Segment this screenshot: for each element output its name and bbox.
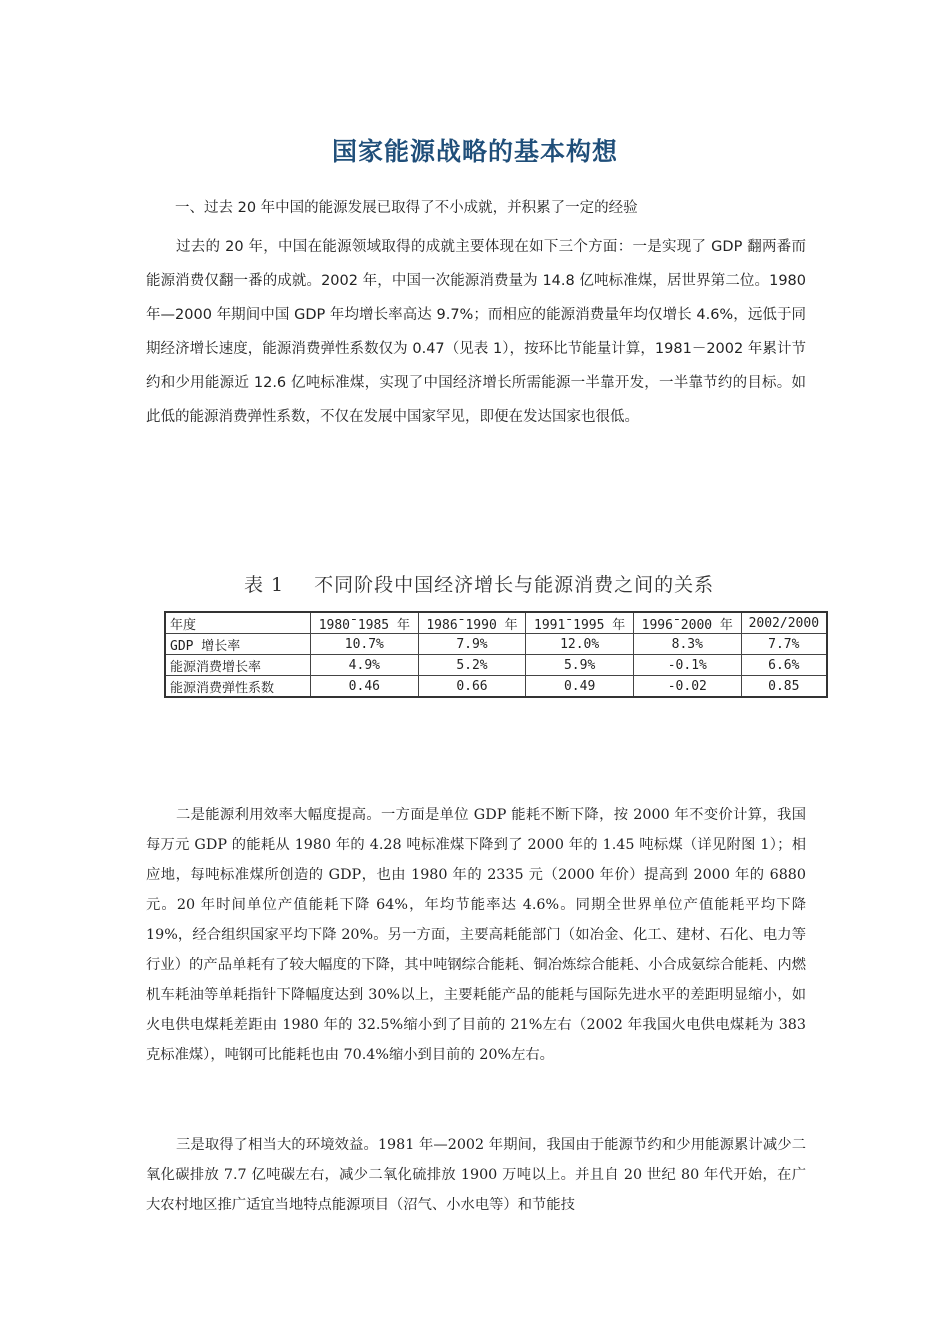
table-cell: 7.7% (741, 634, 827, 655)
table-caption-label: 表 1 (244, 574, 285, 596)
table-header-cell: 年度 (165, 612, 311, 634)
table-cell: 能源消费弹性系数 (165, 676, 311, 698)
paragraph-efficiency: 二是能源利用效率大幅度提高。一方面是单位 GDP 能耗不断下降，按 2000 年不变价计算，我国每万元 GDP 的能耗从 1980 年的 4.28 吨标准煤下降到了 2000 年的 1.45 吨标煤（详见附图 1）；相应地，每吨标准煤所创造的 GDP，也由 1980 年的 2335 元（2000 年价）提高到 2000 年的 6880 元。20 年时间单位产值能耗下降 64%，年均节能率达 4.6%。同期全世界单位产值能耗平均下降 19%，经合组织国家平均下降 20%。另一方面，主要高耗能部门（如冶金、化工、建材、石化、电力等行业）的产品单耗有了较大幅度的下降，其中吨钢综合能耗、铜冶炼综合能耗、小合成氨综合能耗、内燃机车耗油等单耗指针下降幅度达到 30%以上，主要耗能产品的能耗与国际先进水平的差距明显缩小，如火电供电煤耗差距由 1980 年的 32.5%缩小到了目前的 21%左右（2002 年我国火电供电煤耗为 383 克标准煤），吨钢可比能耗也由 70.4%缩小到目前的 20%左右。 (146, 807, 806, 1063)
table-header-cell: 1980¯1985 年 (311, 612, 419, 634)
table-header-cell: 1991¯1995 年 (526, 612, 634, 634)
table-cell: 0.85 (741, 676, 827, 698)
table-cell: 6.6% (741, 655, 827, 676)
table-cell: -0.02 (633, 676, 741, 698)
table-cell: 7.9% (418, 634, 526, 655)
table-cell: 5.9% (526, 655, 634, 676)
table-cell: 8.3% (633, 634, 741, 655)
table-cell: 10.7% (311, 634, 419, 655)
table-cell: 0.46 (311, 676, 419, 698)
table-cell: 5.2% (418, 655, 526, 676)
table-row (165, 676, 827, 698)
table-caption-text: 不同阶段中国经济增长与能源消费之间的关系 (314, 574, 715, 596)
table-cell: -0.1% (633, 655, 741, 676)
table-row (165, 655, 827, 676)
table-cell: 0.66 (418, 676, 526, 698)
table-header-cell: 1996¯2000 年 (633, 612, 741, 634)
table-cell: 4.9% (311, 655, 419, 676)
section-heading: 一、过去 20 年中国的能源发展已取得了不小成就，并积累了一定的经验 (175, 200, 638, 216)
table-header-cell: 2002/2000 (741, 612, 827, 634)
energy-growth-table (164, 611, 828, 698)
paragraph-achievements: 过去的 20 年，中国在能源领域取得的成就主要体现在如下三个方面：一是实现了 GDP 翻两番而能源消费仅翻一番的成就。2002 年，中国一次能源消费量为 14.8 亿吨标准煤，居世界第二位。1980 年—2000 年期间中国 GDP 年均增长率高达 9.7%；而相应的能源消费量年均仅增长 4.6%，远低于同期经济增长速度，能源消费弹性系数仅为 0.47（见表 1），按环比节能量计算，1981－2002 年累计节约和少用能源近 12.6 亿吨标准煤，实现了中国经济增长所需能源一半靠开发，一半靠节约的目标。如此低的能源消费弹性系数，不仅在发展中国家罕见，即便在发达国家也很低。 (146, 239, 806, 425)
table-row (165, 634, 827, 655)
page-title: 国家能源战略的基本构想 (331, 137, 618, 166)
table-caption (244, 570, 804, 597)
table-header-row (165, 612, 827, 634)
table-cell: 12.0% (526, 634, 634, 655)
paragraph-environment: 三是取得了相当大的环境效益。1981 年—2002 年期间，我国由于能源节约和少用能源累计减少二氧化碳排放 7.7 亿吨碳左右，减少二氧化硫排放 1900 万吨以上。并且自 20 世纪 80 年代开始，在广大农村地区推广适宜当地特点能源项目（沼气、小水电等）和节能技 (146, 1137, 806, 1213)
table-cell: GDP 增长率 (165, 634, 311, 655)
table-cell: 0.49 (526, 676, 634, 698)
table-cell: 能源消费增长率 (165, 655, 311, 676)
table-header-cell: 1986¯1990 年 (418, 612, 526, 634)
